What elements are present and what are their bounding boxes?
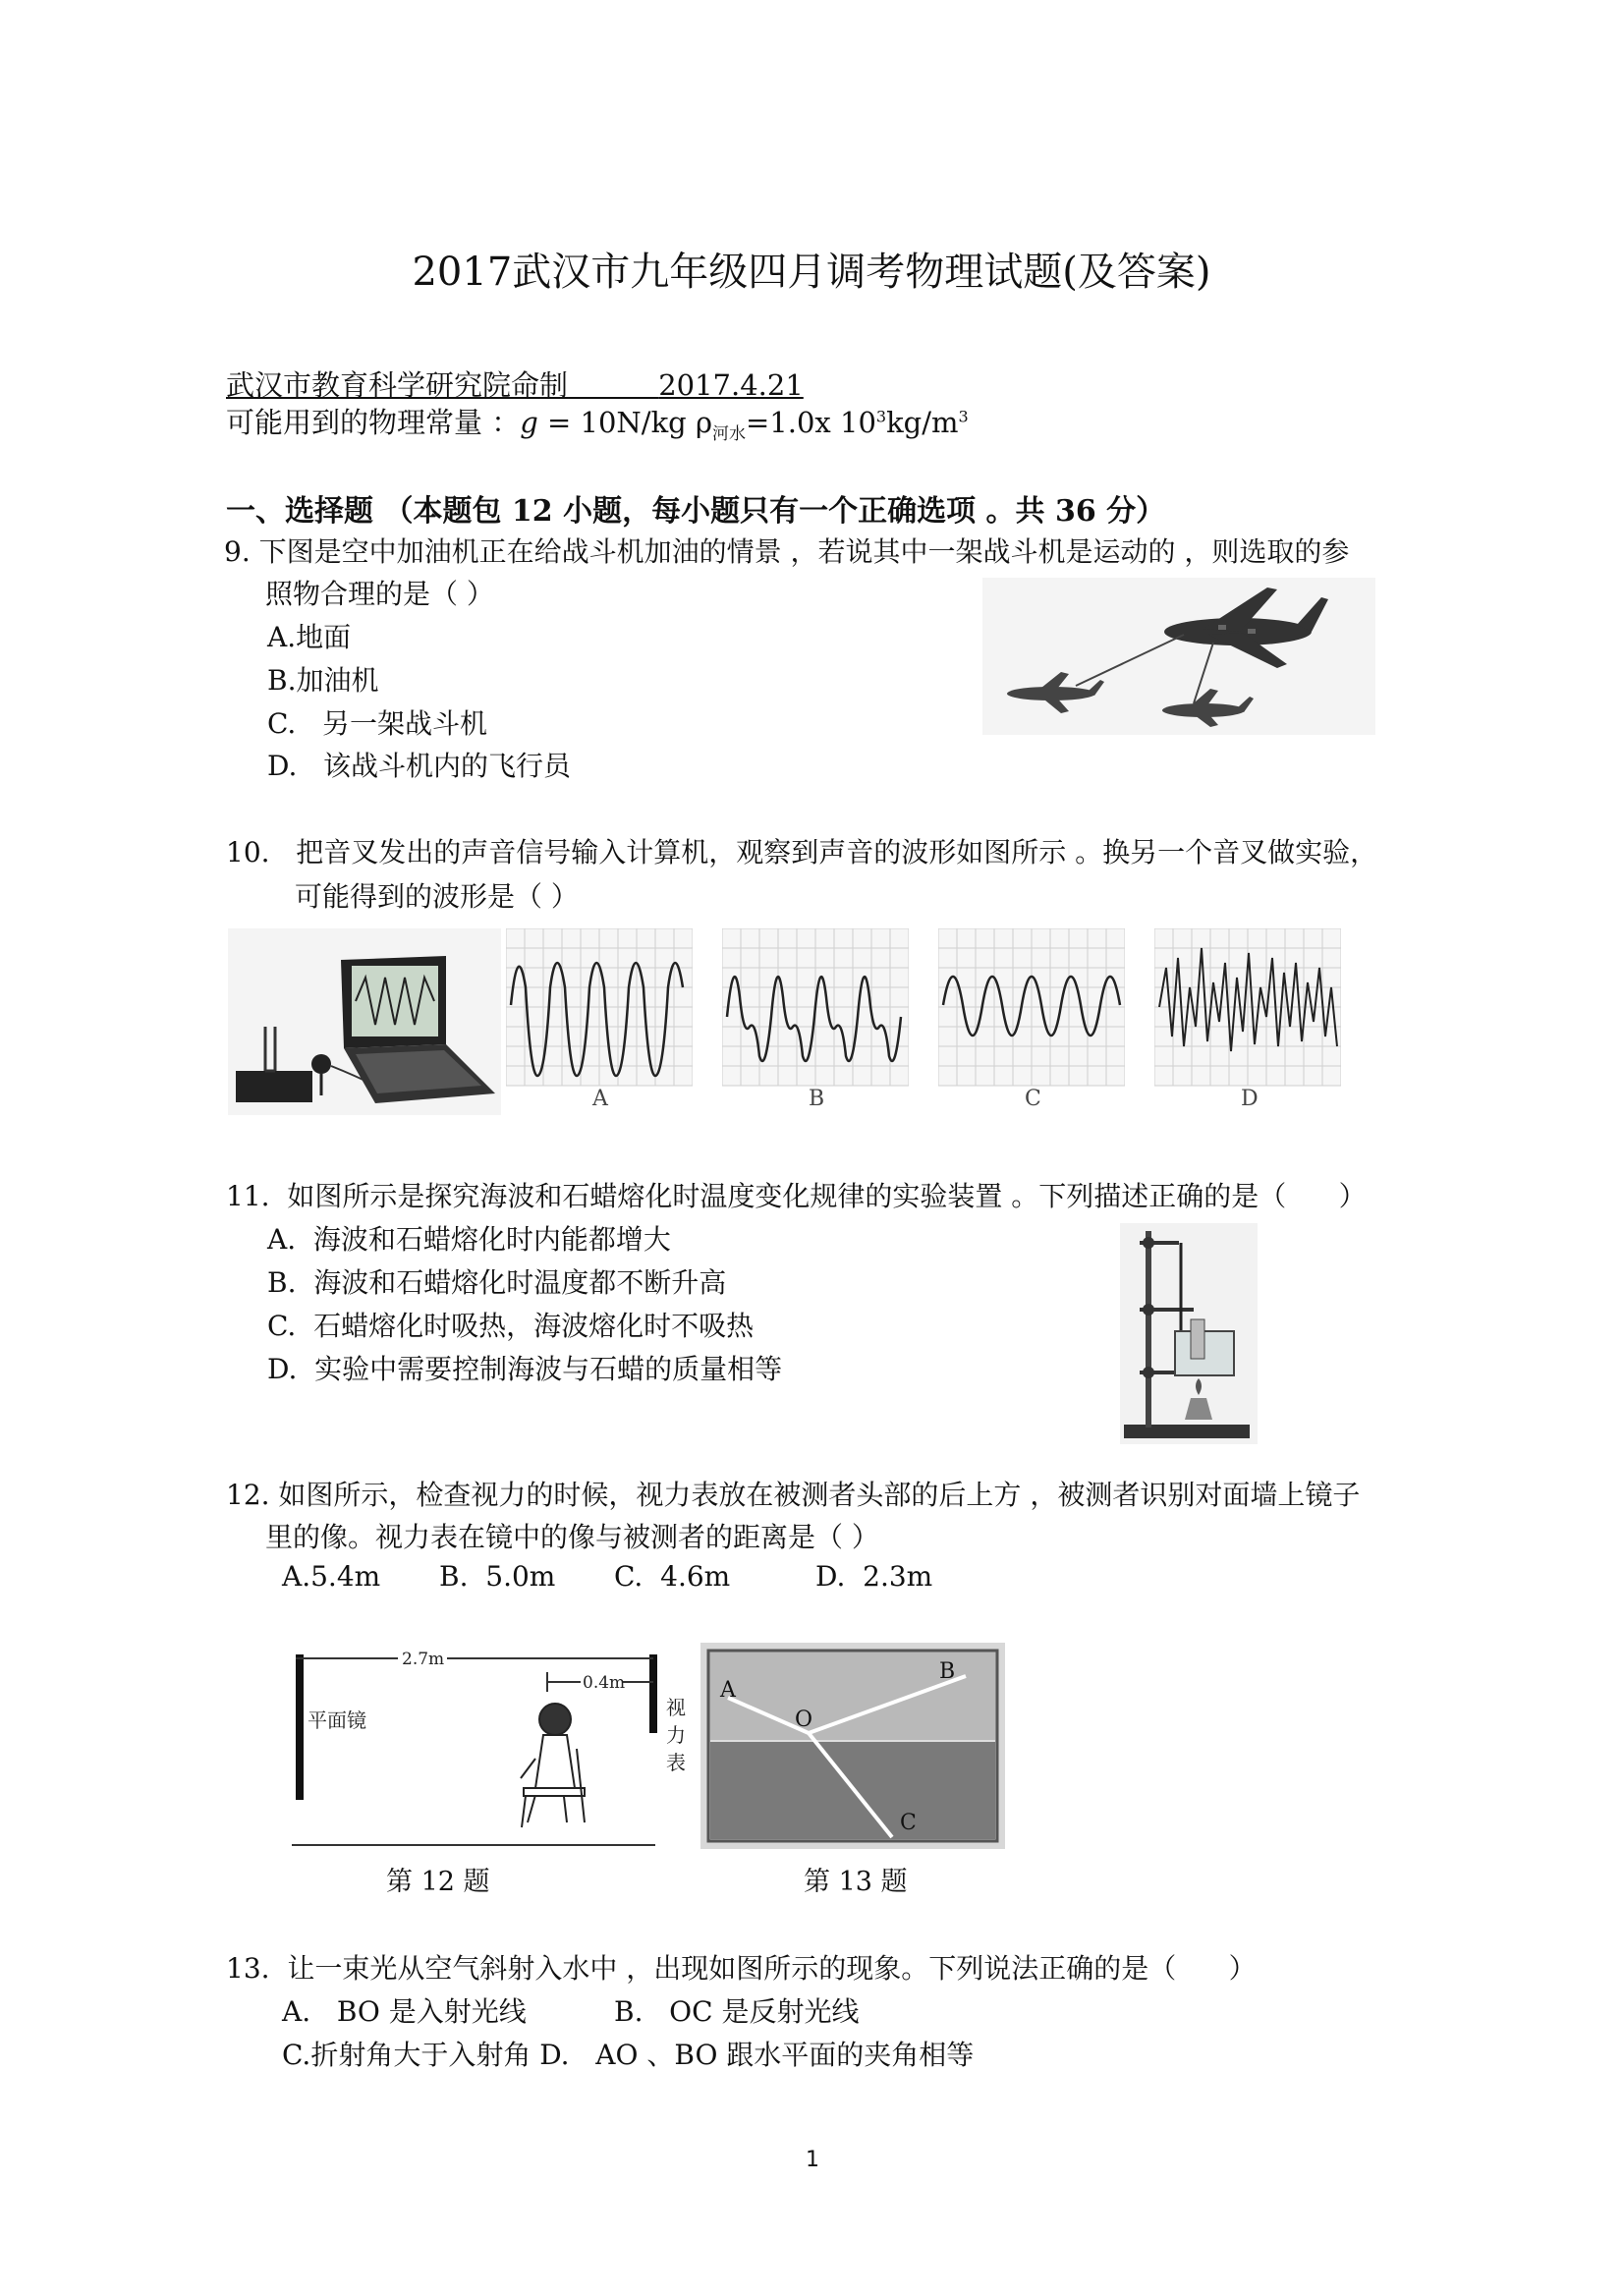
q12-stem-1: 12. 如图所示，检查视力的时候，视力表放在被测者头部的后上方 ，被测者识别对面墙上镜子 xyxy=(226,1479,1361,1511)
q12-option-b: B. 5.0m xyxy=(439,1560,556,1593)
q9-option-d: D. 该战斗机内的飞行员 xyxy=(267,750,572,782)
q11-stem: 11. 如图所示是探究海波和石蜡熔化时温度变化规律的实验装置 。下列描述正确的是（ ） xyxy=(226,1180,1367,1212)
waveform-b xyxy=(722,928,909,1115)
waveform-label-a: A xyxy=(592,1087,608,1111)
rho-unit: kg/m xyxy=(886,406,959,439)
rho-unit-exponent: 3 xyxy=(958,407,969,426)
distance-label-2-7m: 2.7m xyxy=(402,1650,445,1669)
q13-stem: 13. 让一束光从空气斜射入水中 ，出现如图所示的现象。下列说法正确的是（ ） xyxy=(226,1952,1257,1985)
chart-label-char-3: 表 xyxy=(666,1751,686,1774)
stand-rod-icon xyxy=(1146,1231,1151,1428)
stand-base-icon xyxy=(1124,1425,1250,1438)
g-value: = 10N/kg xyxy=(537,406,696,439)
chart-label-char-1: 视 xyxy=(666,1696,686,1719)
q9-stem-1: 9. 下图是空中加油机正在给战斗机加油的情景 ，若说其中一架战斗机是运动的 ，则选取的参 xyxy=(224,535,1350,568)
constants-prefix: 可能用到的物理常量 ： xyxy=(226,406,521,439)
g-symbol: g xyxy=(520,406,538,439)
header-org-line xyxy=(226,364,804,404)
q13-option-b: B. OC 是反射光线 xyxy=(614,1995,860,2028)
q13-option-a: A. BO 是入射光线 xyxy=(282,1995,527,2028)
section-heading: 一、选择题 （本题包 12 小题，每小题只有一个正确选项 。共 36 分） xyxy=(226,494,1166,529)
point-label-c: C xyxy=(900,1811,917,1835)
waveform-c xyxy=(938,928,1125,1115)
point-label-o: O xyxy=(795,1708,813,1732)
rho-exponent: 3 xyxy=(875,407,887,426)
page-title: 2017武汉市九年级四月调考物理试题(及答案) xyxy=(412,250,1211,295)
refraction-figure xyxy=(700,1643,1005,1849)
q12-option-c: C. 4.6m xyxy=(614,1560,731,1593)
rho-subscript: 河水 xyxy=(712,423,746,444)
q11-option-c: C. 石蜡熔化时吸热，海波熔化时不吸热 xyxy=(267,1310,755,1342)
waveform-label-b: B xyxy=(809,1087,825,1111)
q11-option-a: A. 海波和石蜡熔化时内能都增大 xyxy=(267,1223,671,1256)
point-label-a: A xyxy=(720,1678,736,1703)
q12-stem-2: 里的像。视力表在镜中的像与被测者的距离是（ ） xyxy=(265,1521,879,1553)
point-label-b: B xyxy=(939,1659,956,1684)
refueling-aircraft-figure xyxy=(982,578,1375,735)
q11-option-b: B. 海波和石蜡熔化时温度都不断升高 xyxy=(267,1266,727,1299)
waveform-d xyxy=(1154,928,1341,1115)
heating-apparatus-figure xyxy=(1120,1223,1258,1444)
rho-value: =1.0x 10 xyxy=(746,406,876,439)
q10-stem-1: 10. 把音叉发出的声音信号输入计算机，观察到声音的波形如图所示 。换另一个音叉做实验， xyxy=(226,836,1378,868)
q9-option-b: B.加油机 xyxy=(267,664,379,697)
figure-12-caption: 第 12 题 xyxy=(386,1867,490,1897)
plane-mirror-icon xyxy=(296,1654,304,1800)
distance-label-0-4m: 0.4m xyxy=(583,1673,626,1693)
microphone-icon xyxy=(311,1054,331,1074)
q9-option-c: C. 另一架战斗机 xyxy=(267,707,488,740)
q12-option-a: A.5.4m xyxy=(282,1560,381,1593)
constants-line xyxy=(226,401,969,444)
q11-option-d: D. 实验中需要控制海波与石蜡的质量相等 xyxy=(267,1353,783,1385)
q9-option-a: A.地面 xyxy=(267,621,352,653)
waveform-label-d: D xyxy=(1241,1087,1259,1111)
chart-label-char-2: 力 xyxy=(666,1723,686,1747)
header-org: 武汉市教育科学研究院命制 xyxy=(226,368,569,402)
eye-chart-icon xyxy=(649,1654,657,1733)
figure-13-caption: 第 13 题 xyxy=(804,1867,908,1897)
page-number: 1 xyxy=(806,2148,819,2172)
rho-symbol: ρ xyxy=(695,406,712,439)
fork-stand-icon xyxy=(236,1071,312,1102)
eye-test-figure xyxy=(290,1641,693,1852)
mirror-label: 平面镜 xyxy=(308,1708,366,1732)
q12-option-d: D. 2.3m xyxy=(815,1560,933,1593)
q13-options-cd: C.折射角大于入射角 D. AO 、BO 跟水平面的夹角相等 xyxy=(282,2039,975,2071)
q10-stem-2: 可能得到的波形是（ ） xyxy=(295,880,579,913)
waveform-a xyxy=(506,928,693,1115)
tuning-fork-computer-figure xyxy=(228,928,501,1115)
waveform-label-c: C xyxy=(1025,1087,1041,1111)
q9-stem-2: 照物合理的是（ ） xyxy=(265,578,494,610)
header-date: 2017.4.21 xyxy=(658,368,804,402)
